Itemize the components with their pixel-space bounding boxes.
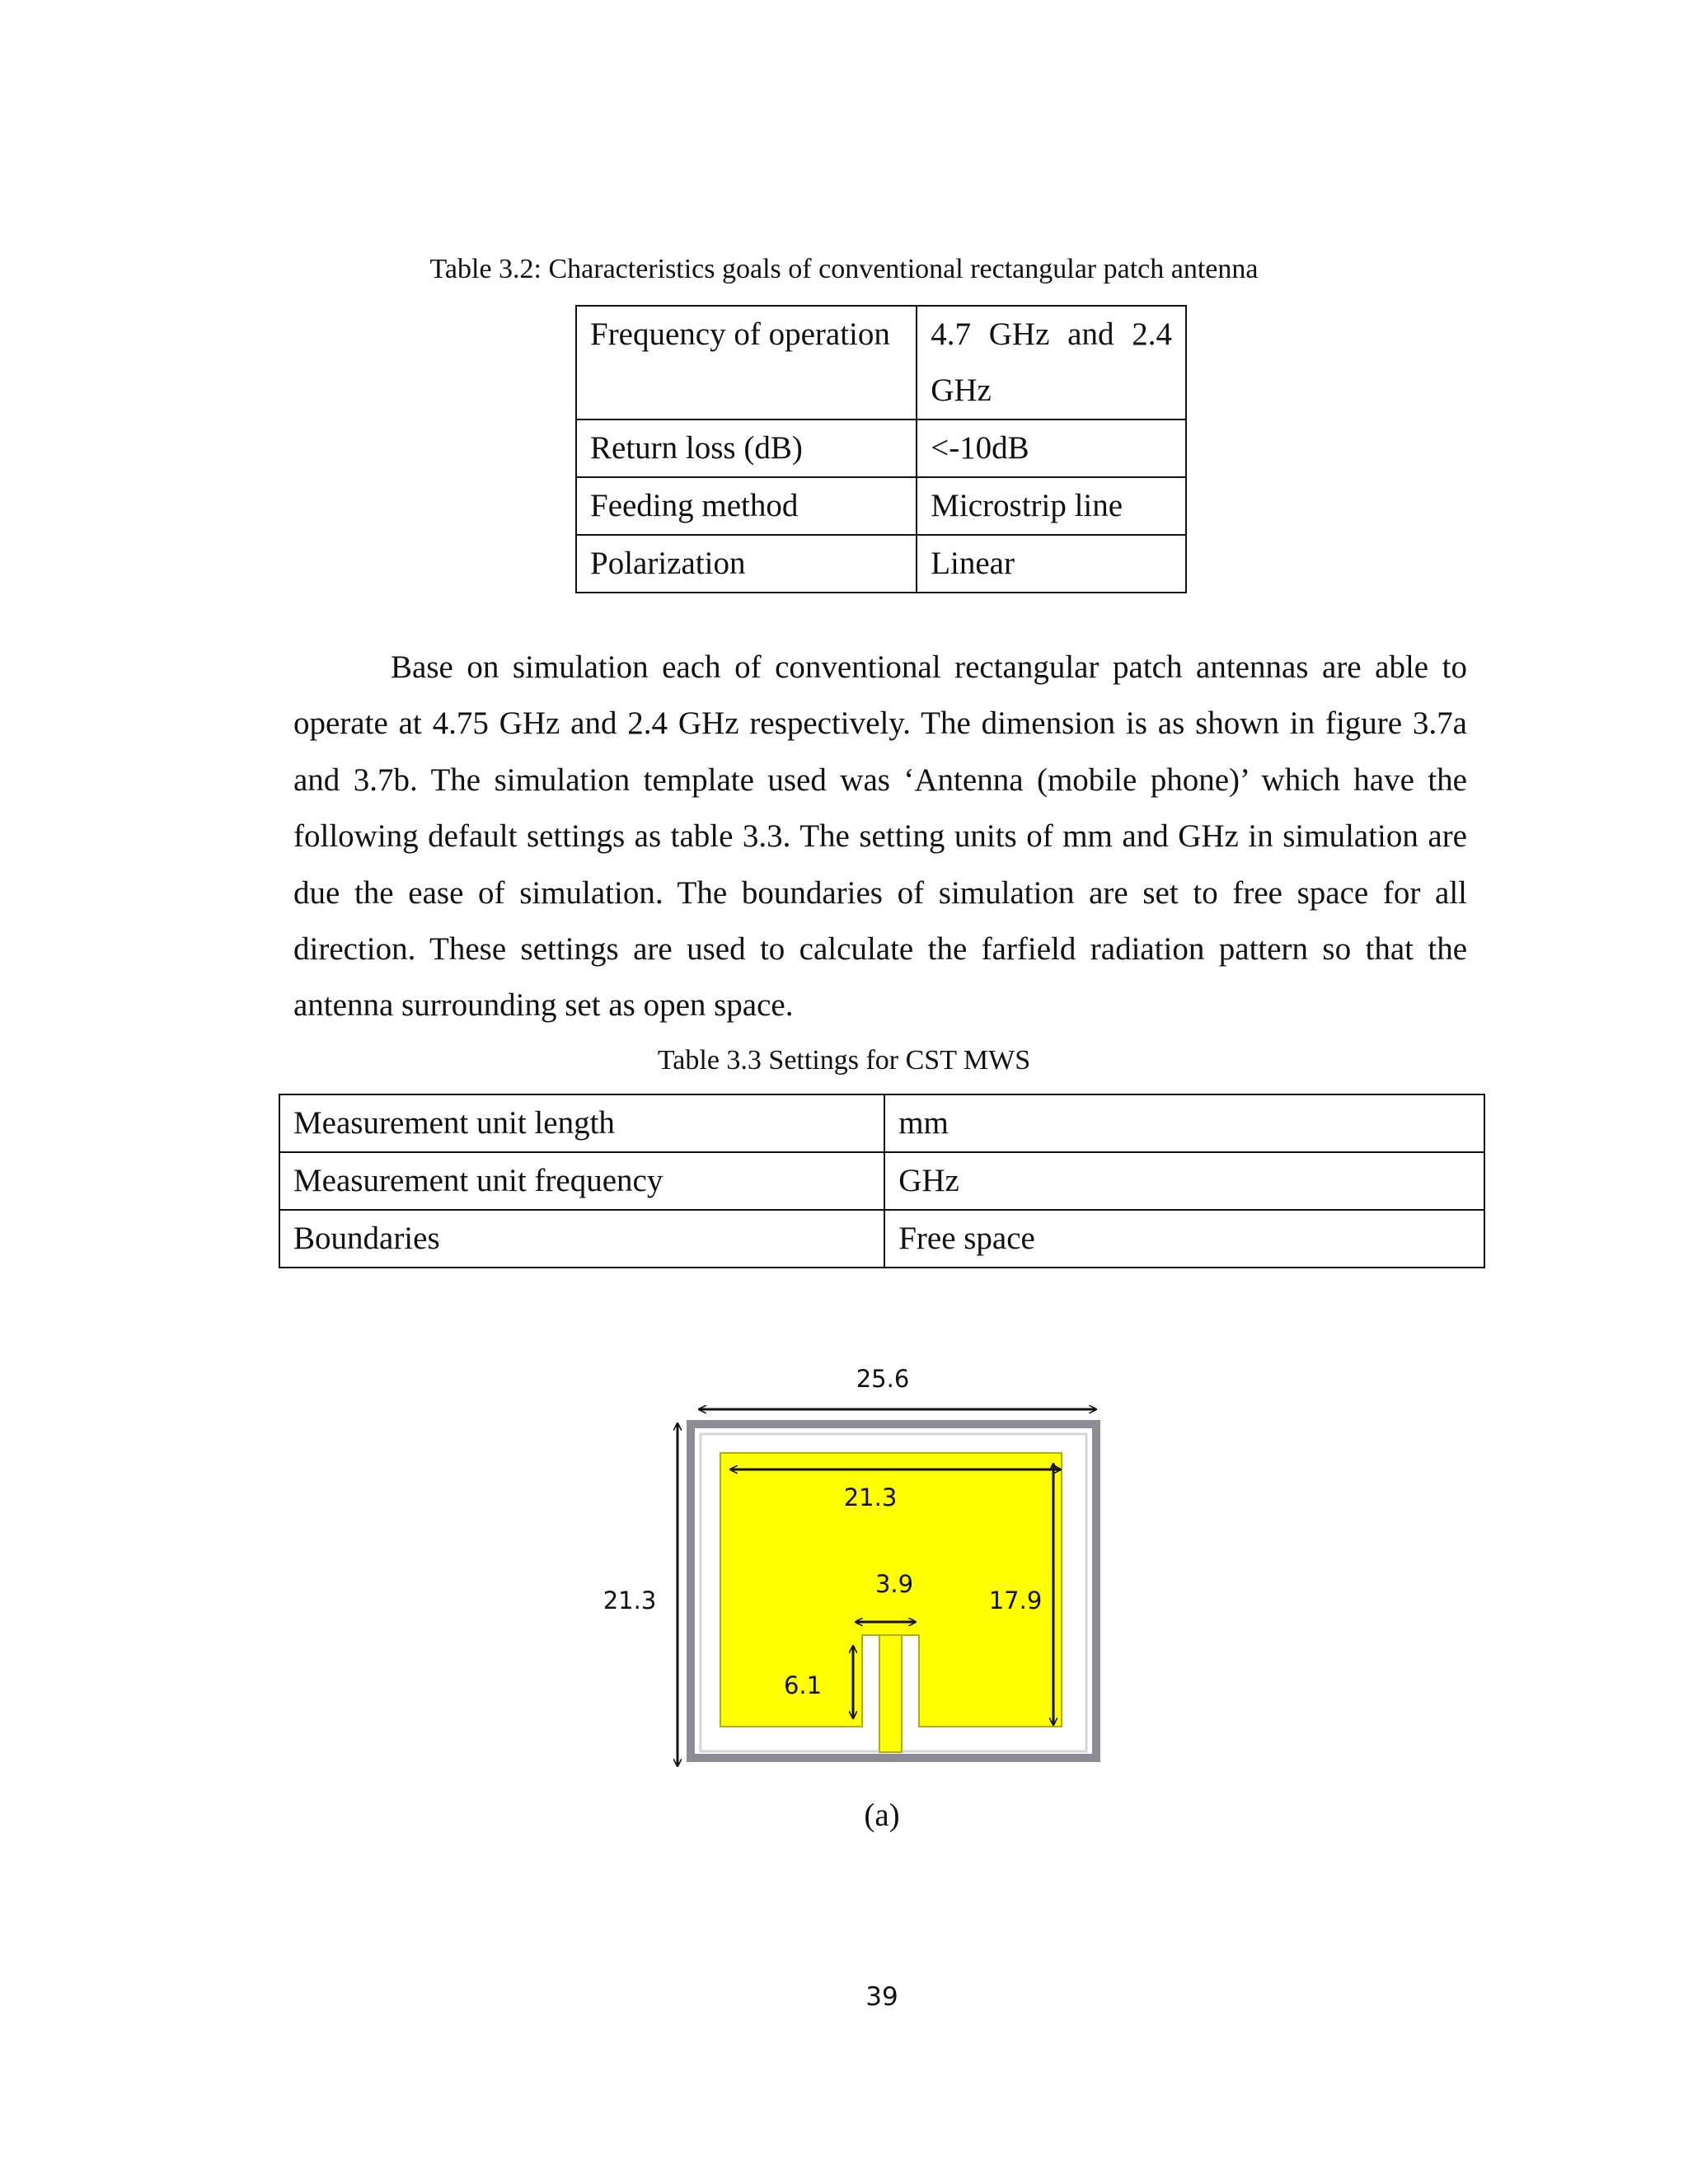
paragraph-text: Base on simulation each of conventional rectangular patch antennas are able to operate at 4.75 GHz and 2.4 GHz respectively. The dimension is as shown in figure 3.7a and 3.7b. The simulation template used was ‘Antenna (mobile phone)’ which have the following default settings as table 3.3. The setting units of mm and GHz in simulation are due the ease of simulation. The boundaries of simulation are set to free space for all direction. These settings are used to calculate the farfield radiation pattern so that the antenna surrounding set as open space. [293, 649, 1467, 1024]
body-paragraph [293, 640, 1467, 1034]
table-cell-param: Measurement unit frequency [279, 1152, 884, 1210]
table-cell-value: <-10dB [917, 419, 1186, 477]
table-row [576, 419, 1186, 477]
label-inset-depth: 6.1 [783, 1671, 823, 1699]
table-cell-param: Feeding method [576, 477, 917, 535]
table-row [279, 1152, 1484, 1210]
table-row [576, 535, 1186, 593]
settings-table [279, 1094, 1485, 1268]
label-substrate-height: 21.3 [603, 1586, 657, 1615]
label-patch-height: 17.9 [988, 1586, 1043, 1615]
table-cell-param: Frequency of operation [576, 306, 917, 419]
table-cell-value: GHz [884, 1152, 1484, 1210]
table-cell-param: Return loss (dB) [576, 419, 917, 477]
table-row [576, 306, 1186, 419]
figure-label: (a) [864, 1797, 900, 1833]
table-cell-param: Polarization [576, 535, 917, 593]
table-cell-value: Microstrip line [917, 477, 1186, 535]
table-row [279, 1210, 1484, 1268]
table-cell-param: Measurement unit length [279, 1094, 884, 1152]
table-cell-value: Linear [917, 535, 1186, 593]
label-substrate-width: 25.6 [856, 1365, 910, 1393]
table-cell-value: Free space [884, 1210, 1484, 1268]
label-feed-width: 3.9 [874, 1570, 914, 1598]
table1-caption: Table 3.2: Characteristics goals of conventional rectangular patch antenna [429, 254, 1259, 284]
feed-line [879, 1635, 902, 1752]
label-patch-width: 21.3 [843, 1483, 898, 1511]
table-cell-value: 4.7 GHz and 2.4 GHz [917, 306, 1186, 419]
antenna-dimension-figure [577, 1352, 1113, 1780]
table-row [576, 477, 1186, 535]
table-row [279, 1094, 1484, 1152]
table-cell-value: mm [884, 1094, 1484, 1152]
table-cell-param: Boundaries [279, 1210, 884, 1268]
table2-caption: Table 3.3 Settings for CST MWS [657, 1045, 1031, 1076]
characteristics-table [575, 305, 1187, 593]
page-number: 39 [865, 1982, 898, 2012]
